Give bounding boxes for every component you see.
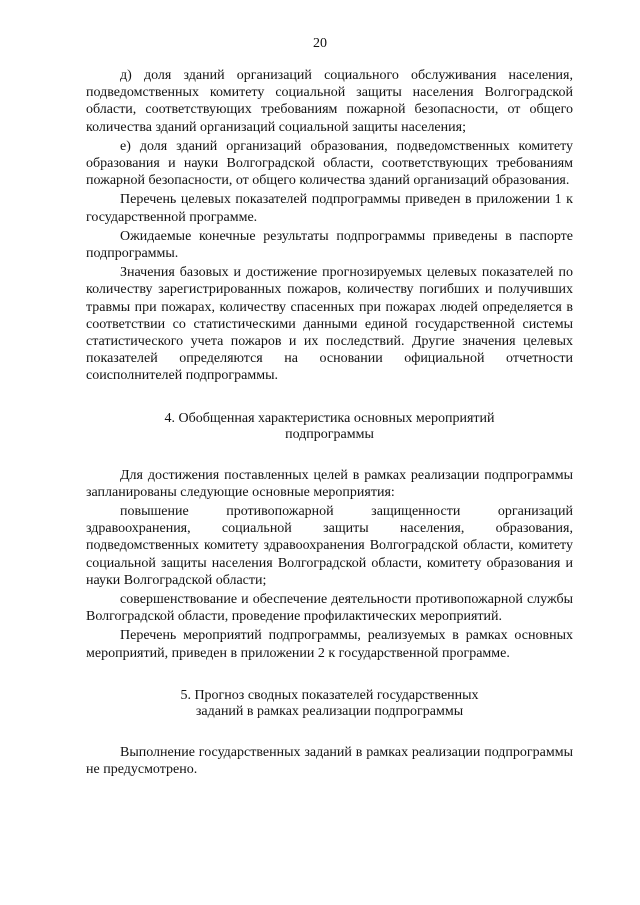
section-4-paragraph: Для достижения поставленных целей в рамках реализации подпрограммы запланированы следующие основные мероприятия: (86, 467, 573, 500)
section-5-heading-line1: 5. Прогноз сводных показателей государственных (180, 687, 479, 703)
page-number: 20 (313, 36, 327, 51)
section-4-paragraph: повышение противопожарной защищенности организаций здравоохранения, социальной защиты населения, образования, подведомственных комитету здравоохранения Волгоградской области, комитету социальной защиты населения Волгоградской области, комитету образования и науки Волгоградской области; (86, 504, 573, 588)
section-5-heading-line2: заданий в рамках реализации подпрограммы (195, 703, 464, 719)
document-body (86, 64, 573, 778)
section-5-paragraph: Выполнение государственных заданий в рамках реализации подпрограммы не предусмотрено. (86, 744, 573, 778)
section-4-paragraph: совершенствование и обеспечение деятельности противопожарной службы Волгоградской области, проведение профилактических мероприятий. (86, 592, 573, 625)
section-4-heading (86, 411, 573, 443)
section-5-heading (86, 688, 573, 720)
section-4-heading-line2: подпрограммы (285, 426, 374, 442)
paragraph-expected-results: Ожидаемые конечные результаты подпрограммы приведены в паспорте подпрограммы. (86, 228, 573, 262)
paragraph-item-e: е) доля зданий организаций образования, подведомственных комитету образования и науки Волгоградской области, соответствующих требованиям пожарной безопасности, от общего количества зданий организаций образования. (86, 138, 573, 189)
paragraph-item-d: д) доля зданий организаций социального обслуживания населения, подведомственных комитету социальной защиты населения Волгоградской области, соответствующих требованиям пожарной безопасности, от общего количества зданий организаций социальной защиты населения; (86, 68, 573, 135)
section-4-paragraph: Перечень мероприятий подпрограммы, реализуемых в рамках основных мероприятий, приведен в приложении 2 к государственной программе. (86, 628, 573, 661)
paragraph-indicator-values: Значения базовых и достижение прогнозируемых целевых показателей по количеству зарегистрированных пожаров, количеству погибших и получивших травмы при пожарах, количеству спасенных при пожарах людей определяется в соответствии со статистическими данными единой государственной системы статистического учета пожаров и их последствий. Другие значения целевых показателей определяются на основании официальной отчетности соисполнителей подпрограммы. (86, 265, 573, 384)
paragraph-indicators-list: Перечень целевых показателей подпрограммы приведен в приложении 1 к государственной программе. (86, 192, 573, 225)
section-4-heading-line1: 4. Обобщенная характеристика основных мероприятий (164, 410, 495, 426)
